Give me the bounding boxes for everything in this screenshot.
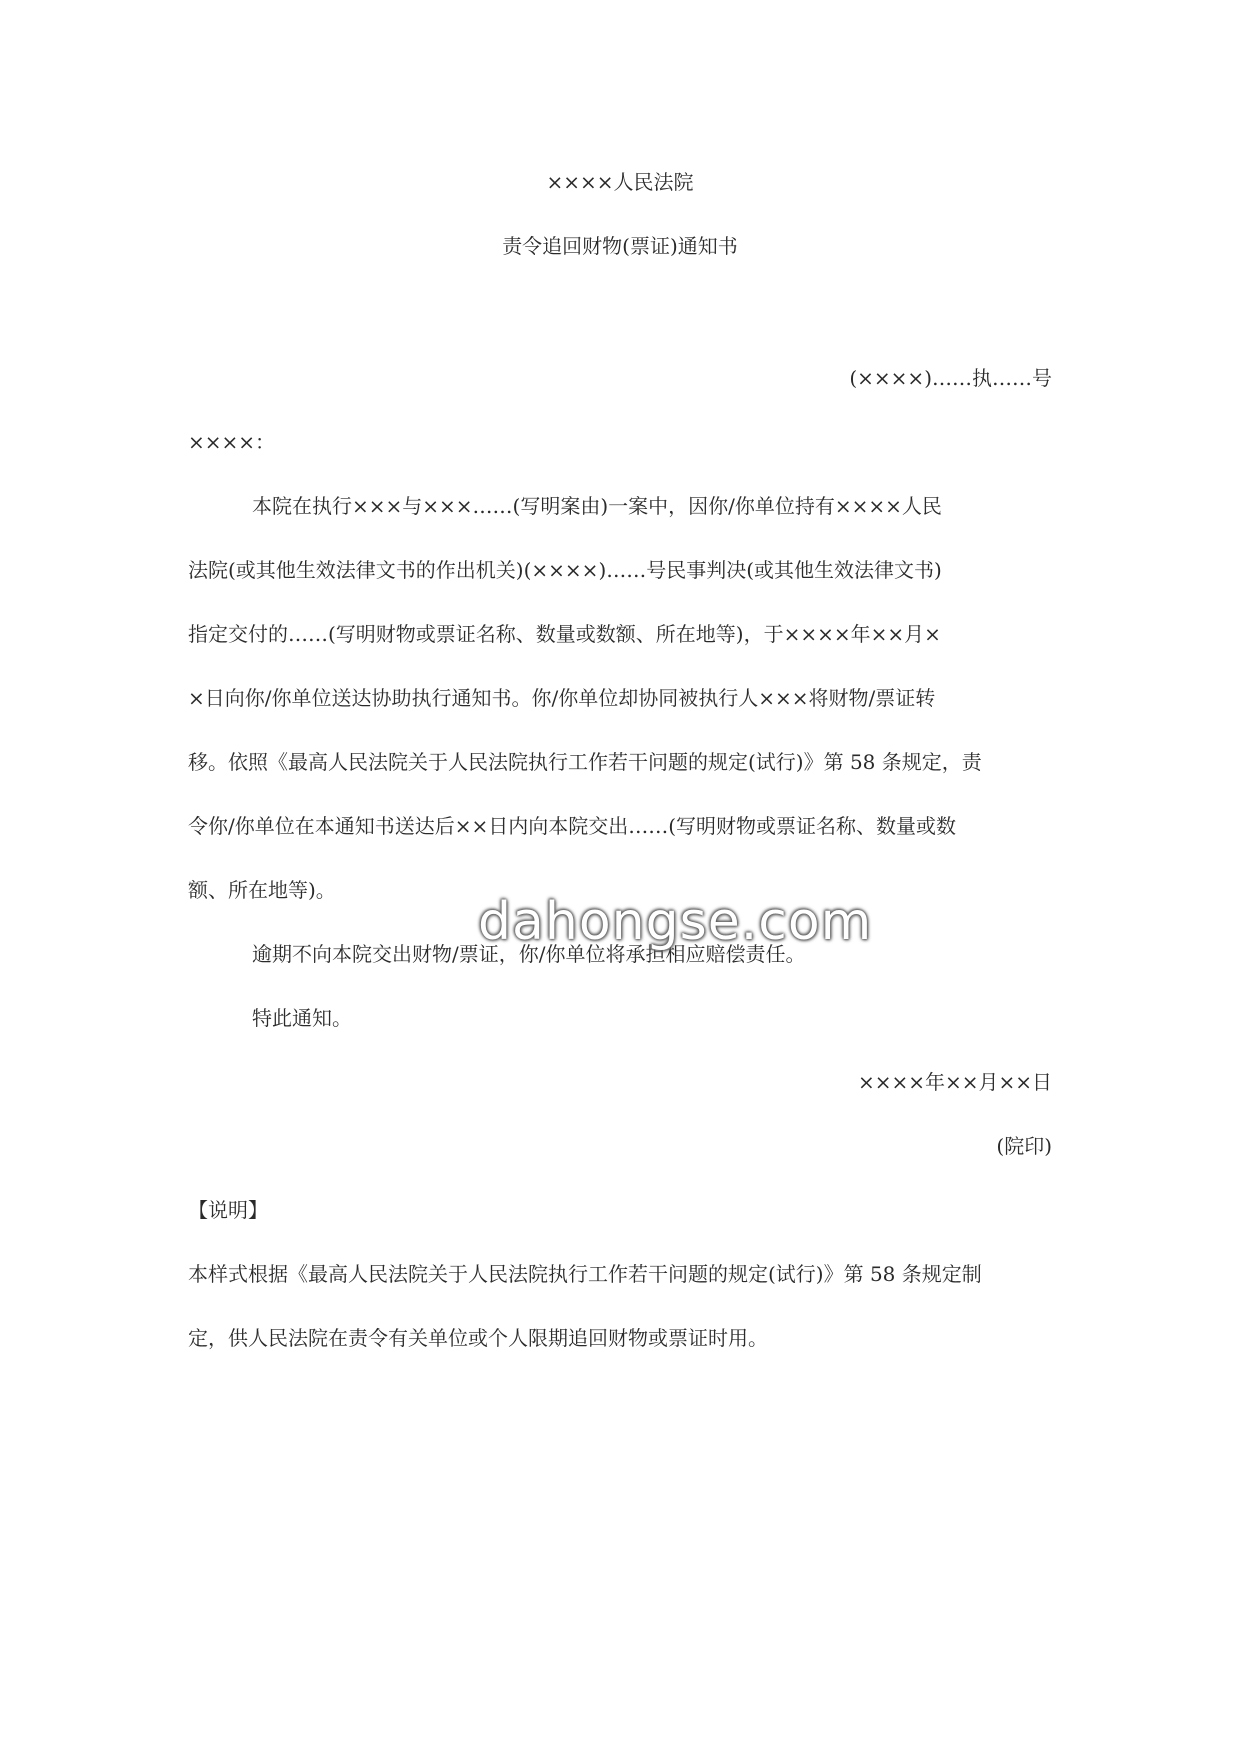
- paragraph-line: 法院(或其他生效法律文书的作出机关)(××××)……号民事判决(或其他生效法律文书): [188, 558, 942, 582]
- watermark: dahongse.com: [478, 892, 873, 952]
- paragraph-line: 本院在执行×××与×××……(写明案由)一案中，因你/你单位持有××××人民: [252, 494, 942, 518]
- notes-line: 定，供人民法院在责令有关单位或个人限期追回财物或票证时用。: [188, 1326, 768, 1350]
- document-title: 责令追回财物(票证)通知书: [502, 234, 738, 258]
- case-number: (××××)……执……号: [849, 366, 1052, 390]
- signature-date: ××××年××月××日: [857, 1070, 1052, 1094]
- paragraph-line: 指定交付的……(写明财物或票证名称、数量或数额、所在地等)，于××××年××月×: [188, 622, 941, 646]
- paragraph-penalty: 逾期不向本院交出财物/票证，你/你单位将承担相应赔偿责任。: [252, 942, 806, 966]
- paragraph-line: 令你/你单位在本通知书送达后××日内向本院交出……(写明财物或票证名称、数量或数: [188, 814, 957, 838]
- paragraph-line: ×日向你/你单位送达协助执行通知书。你/你单位却协同被执行人×××将财物/票证转: [188, 686, 936, 710]
- addressee: ××××：: [188, 430, 276, 454]
- paragraph-line: 移。依照《最高人民法院关于人民法院执行工作若干问题的规定(试行)》第 58 条规定，责: [188, 750, 982, 774]
- notes-heading: 【说明】: [188, 1198, 268, 1222]
- notes-line: 本样式根据《最高人民法院关于人民法院执行工作若干问题的规定(试行)》第 58 条规定制: [188, 1262, 982, 1286]
- paragraph-line: 额、所在地等)。: [188, 878, 336, 902]
- court-seal: (院印): [996, 1134, 1052, 1158]
- court-name: ××××人民法院: [546, 170, 694, 194]
- paragraph-closing: 特此通知。: [252, 1006, 352, 1030]
